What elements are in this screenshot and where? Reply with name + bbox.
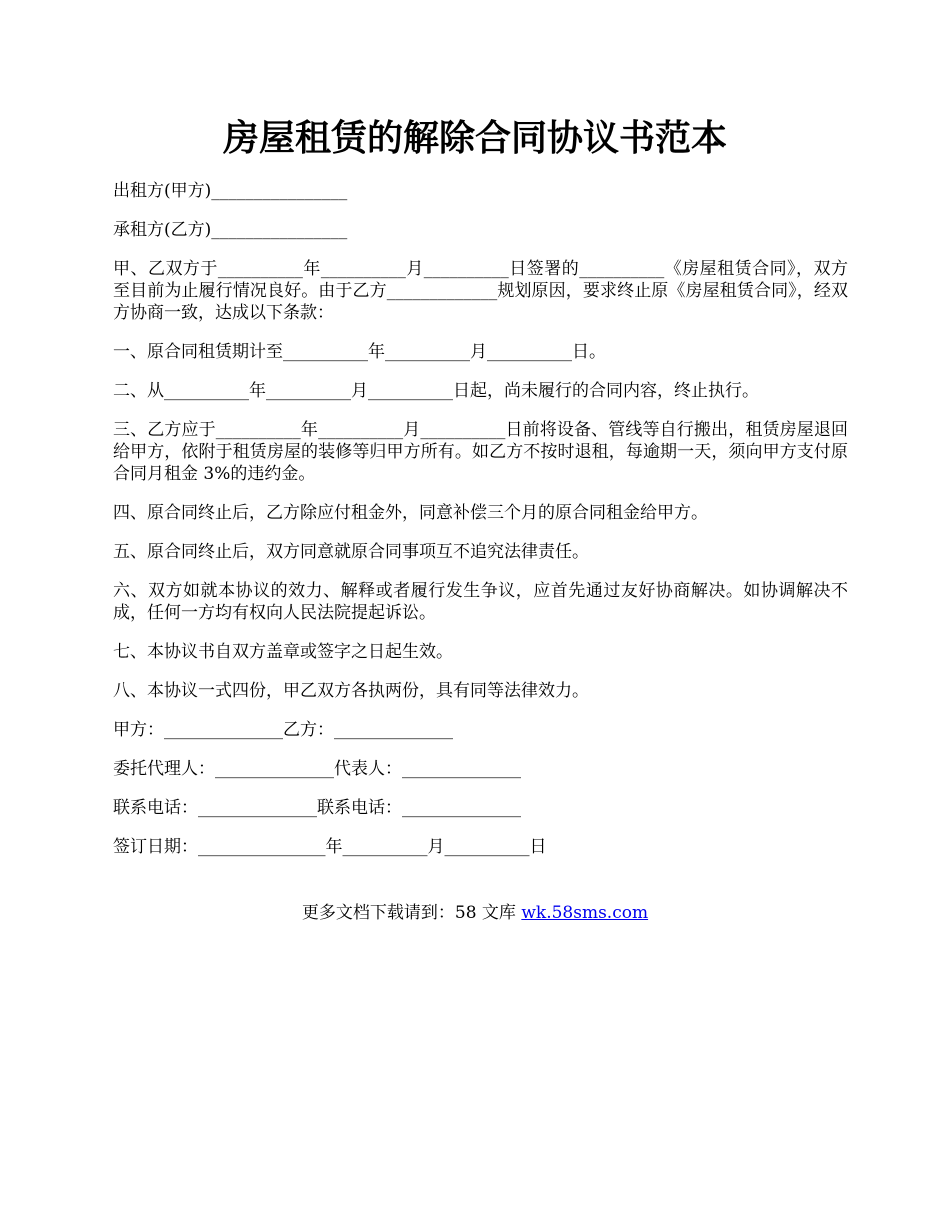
document-title: 房屋租赁的解除合同协议书范本 <box>222 117 727 159</box>
signature-parties-line: 甲方：______________乙方：______________ <box>113 720 453 740</box>
clause-2: 二、从__________年__________月__________日起，尚未履行的合同内容，终止执行。 <box>113 381 759 401</box>
agent-representative-line: 委托代理人：______________代表人：______________ <box>113 759 521 779</box>
footer-link[interactable]: wk.58sms.com <box>521 903 649 923</box>
party-a-line: 出租方(甲方)________________ <box>113 181 348 201</box>
contact-phone-line: 联系电话：______________联系电话：______________ <box>113 798 521 818</box>
download-footer <box>0 902 950 924</box>
clause-8: 八、本协议一式四份，甲乙双方各执两份，具有同等法律效力。 <box>113 681 589 701</box>
footer-text: 更多文档下载请到：58 文库 <box>301 903 522 923</box>
clause-6: 六、双方如就本协议的效力、解释或者履行发生争议，应首先通过友好协商解决。如协调解决不成，任何一方均有权向人民法院提起诉讼。 <box>113 581 848 623</box>
clause-7: 七、本协议书自双方盖章或签字之日起生效。 <box>113 642 453 662</box>
signing-date-line: 签订日期：_______________年__________月__________日 <box>113 837 547 857</box>
preamble-paragraph: 甲、乙双方于__________年__________月__________日签署的__________《房屋租赁合同》，双方至目前为止履行情况良好。由于乙方_____________规划原因，要求终止原《房屋租赁合同》，经双方协商一致，达成以下条款： <box>113 259 848 323</box>
clause-5: 五、原合同终止后，双方同意就原合同事项互不追究法律责任。 <box>113 542 589 562</box>
clause-4: 四、原合同终止后，乙方除应付租金外，同意补偿三个月的原合同租金给甲方。 <box>113 503 708 523</box>
document-body <box>113 180 848 875</box>
party-b-line: 承租方(乙方)________________ <box>113 220 348 240</box>
clause-3: 三、乙方应于__________年__________月__________日前将设备、管线等自行搬出，租赁房屋退回给甲方，依附于租赁房屋的装修等归甲方所有。如乙方不按时退租，每逾期一天，须向甲方支付原合同月租金 3%的违约金。 <box>113 420 848 484</box>
clause-1: 一、原合同租赁期计至__________年__________月__________日。 <box>113 342 606 362</box>
